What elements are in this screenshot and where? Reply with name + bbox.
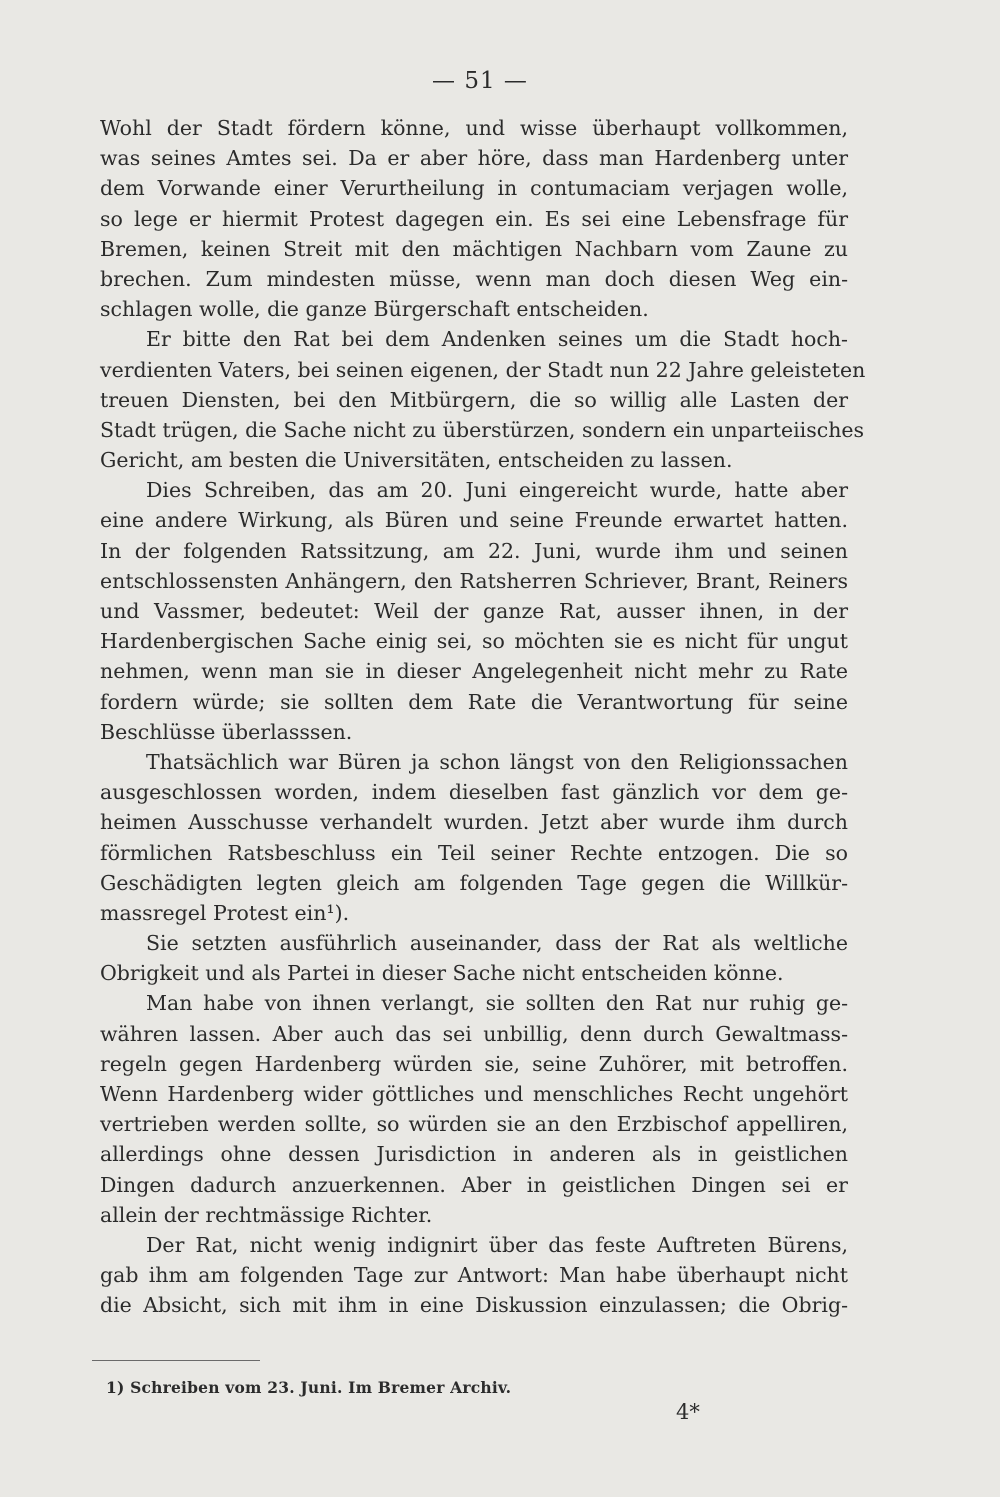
- text-line: Thatsächlich war Büren ja schon längst von den Religionssachen: [146, 749, 848, 774]
- text-line: und Vassmer, bedeutet: Weil der ganze Rat, ausser ihnen, in der: [100, 599, 848, 623]
- footnote: 1) Schreiben vom 23. Juni. Im Bremer Archiv.: [106, 1378, 512, 1397]
- text-line: Dies Schreiben, das am 20. Juni eingereicht wurde, hatte aber: [146, 478, 848, 503]
- text-line: schlagen wolle, die ganze Bürgerschaft entscheiden.: [100, 297, 649, 322]
- text-line: förmlichen Ratsbeschluss ein Teil seiner Rechte entzogen. Die so: [100, 840, 848, 865]
- text-line: währen lassen. Aber auch das sei unbillig, denn durch Gewaltmass-: [100, 1021, 848, 1046]
- text-line: Geschädigten legten gleich am folgenden Tage gegen die Willkür-: [100, 870, 848, 895]
- text-line: Wenn Hardenberg wider göttliches und menschliches Recht ungehört: [100, 1082, 848, 1106]
- signature-mark: 4*: [676, 1400, 700, 1424]
- text-line: dem Vorwande einer Verurtheilung in contumaciam verjagen wolle,: [100, 176, 848, 201]
- text-line: allein der rechtmässige Richter.: [100, 1202, 433, 1227]
- text-line: Bremen, keinen Streit mit den mächtigen Nachbarn vom Zaune zu: [100, 236, 848, 261]
- text-line: allerdings ohne dessen Jurisdiction in anderen als in geistlichen: [100, 1142, 848, 1167]
- text-line: so lege er hiermit Protest dagegen ein. Es sei eine Lebensfrage für: [100, 206, 848, 231]
- text-line: Er bitte den Rat bei dem Andenken seines um die Stadt hoch-: [146, 327, 848, 352]
- text-line: regeln gegen Hardenberg würden sie, seine Zuhörer, mit betroffen.: [100, 1051, 848, 1076]
- text-line: Hardenbergischen Sache einig sei, so möchten sie es nicht für ungut: [100, 629, 848, 654]
- text-line: verdienten Vaters, bei seinen eigenen, der Stadt nun 22 Jahre geleisteten: [100, 357, 866, 382]
- text-line: ausgeschlossen worden, indem dieselben fast gänzlich vor dem ge-: [100, 780, 848, 805]
- footnote-divider: [92, 1360, 260, 1361]
- text-line: treuen Diensten, bei den Mitbürgern, die so willig alle Lasten der: [100, 387, 848, 412]
- body-text: [100, 113, 866, 1321]
- text-line: Beschlüsse überlasssen.: [100, 719, 353, 744]
- text-line: In der folgenden Ratssitzung, am 22. Juni, wurde ihm und seinen: [100, 538, 848, 563]
- text-line: entschlossensten Anhängern, den Ratsherren Schriever, Brant, Reiners: [100, 568, 848, 593]
- text-line: was seines Amtes sei. Da er aber höre, dass man Hardenberg unter: [100, 146, 848, 171]
- text-line: massregel Protest ein¹).: [100, 900, 350, 925]
- text-line: Man habe von ihnen verlangt, sie sollten den Rat nur ruhig ge-: [146, 991, 848, 1016]
- text-line: die Absicht, sich mit ihm in eine Diskussion einzulassen; die Obrig-: [100, 1293, 848, 1318]
- text-line: heimen Ausschusse verhandelt wurden. Jetzt aber wurde ihm durch: [100, 810, 848, 835]
- text-line: Dingen dadurch anzuerkennen. Aber in geistlichen Dingen sei er: [100, 1172, 848, 1197]
- text-line: vertrieben werden sollte, so würden sie an den Erzbischof appelliren,: [100, 1112, 848, 1137]
- text-line: Wohl der Stadt fördern könne, und wisse überhaupt vollkommen,: [100, 116, 848, 140]
- text-line: Obrigkeit und als Partei in dieser Sache nicht entscheiden könne.: [100, 961, 784, 986]
- text-line: nehmen, wenn man sie in dieser Angelegenheit nicht mehr zu Rate: [100, 659, 848, 684]
- text-line: Gericht, am besten die Universitäten, entscheiden zu lassen.: [100, 448, 733, 473]
- text-line: gab ihm am folgenden Tage zur Antwort: Man habe überhaupt nicht: [100, 1263, 848, 1288]
- text-line: Stadt trügen, die Sache nicht zu überstürzen, sondern ein unparteiisches: [100, 417, 865, 442]
- text-line: eine andere Wirkung, als Büren und seine Freunde erwartet hatten.: [100, 508, 848, 533]
- text-line: Der Rat, nicht wenig indignirt über das feste Auftreten Bürens,: [146, 1232, 848, 1257]
- text-line: fordern würde; sie sollten dem Rate die Verantwortung für seine: [100, 689, 848, 714]
- page-number: — 51 —: [432, 68, 528, 94]
- text-line: brechen. Zum mindesten müsse, wenn man doch diesen Weg ein-: [100, 266, 848, 291]
- text-line: Sie setzten ausführlich auseinander, dass der Rat als weltliche: [146, 931, 848, 956]
